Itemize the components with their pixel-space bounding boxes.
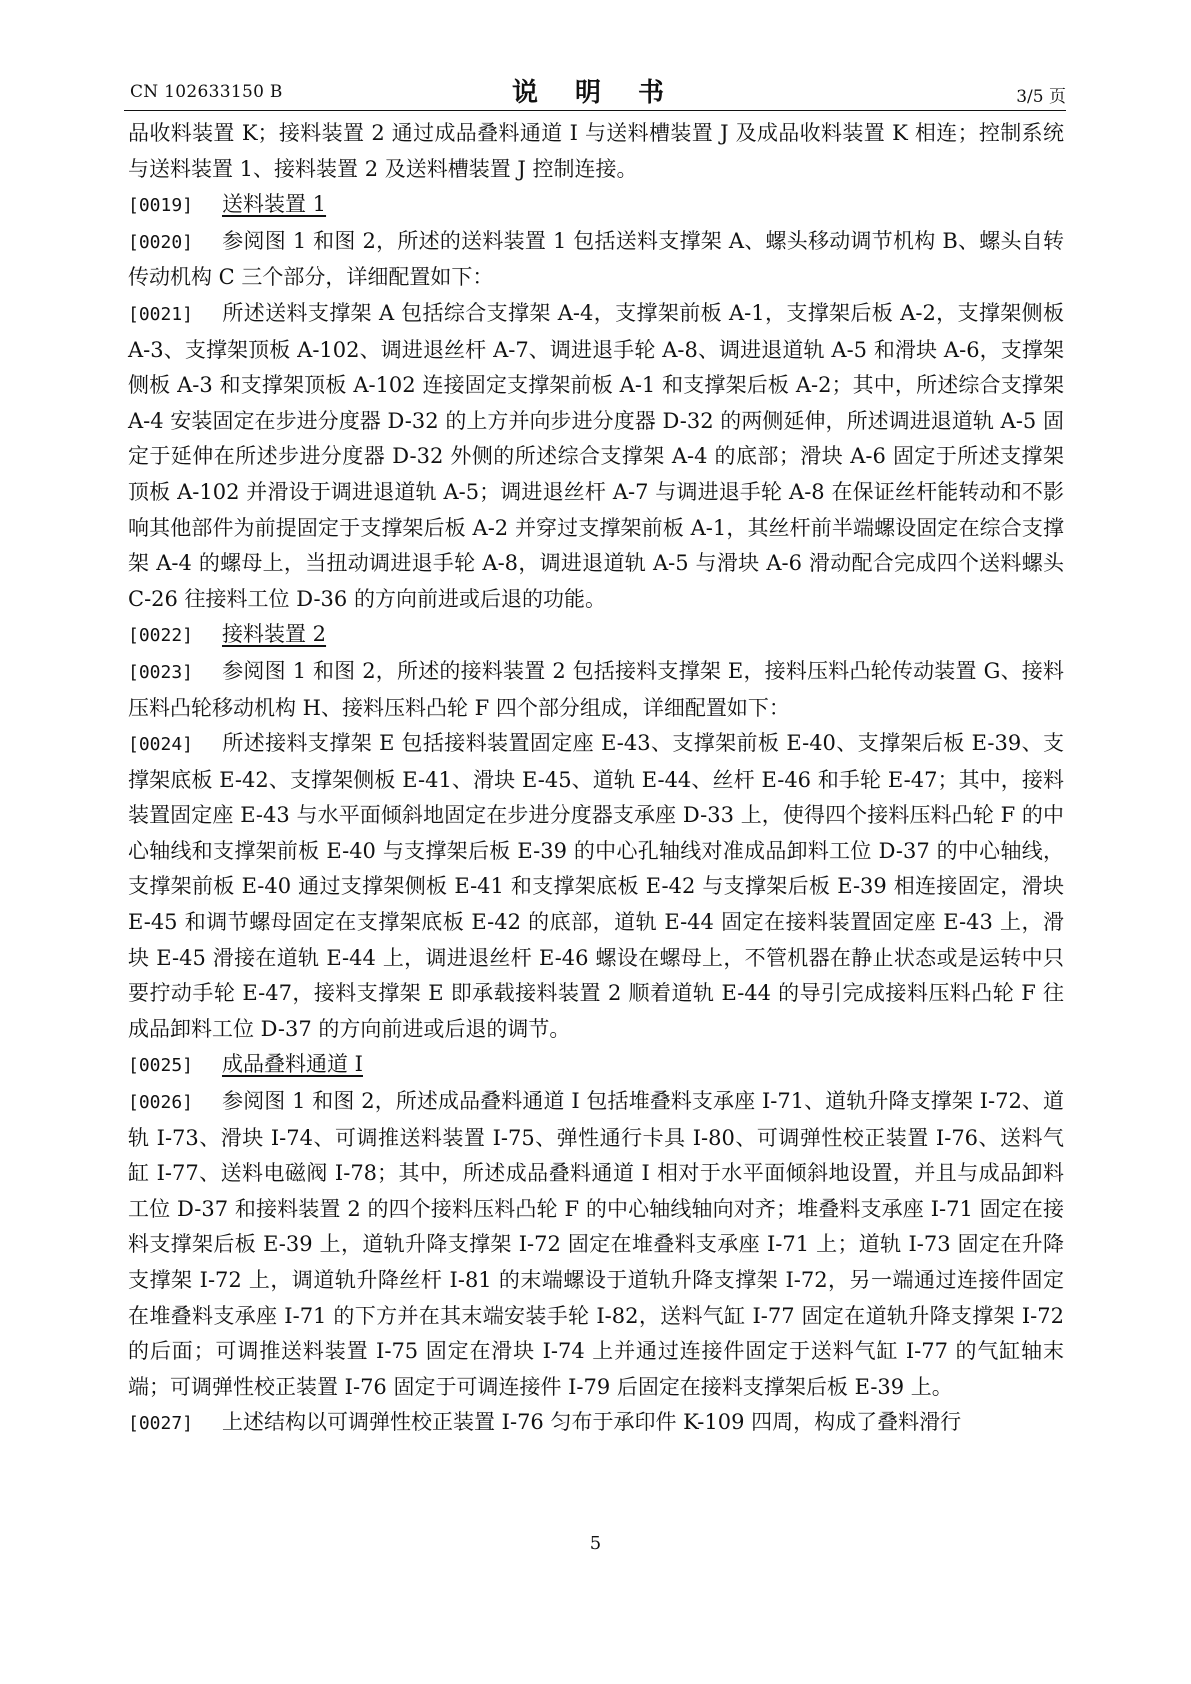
paragraph-number: [0023]: [128, 661, 194, 683]
section-title: 成品叠料通道 I: [222, 1052, 363, 1077]
paragraph-text: 上述结构以可调弹性校正装置 I-76 匀布于承印件 K-109 四周，构成了叠料滑行: [222, 1410, 962, 1435]
section-title: 送料装置 1: [222, 192, 327, 217]
paragraph-number: [0022]: [128, 625, 194, 647]
page-indicator: 3/5 页: [1016, 87, 1066, 107]
paragraph-text: 参阅图 1 和图 2，所述的接料装置 2 包括接料支撑架 E，接料压料凸轮传动装置 G、接料压料凸轮移动机构 H、接料压料凸轮 F 四个部分组成，详细配置如下：: [128, 658, 1064, 720]
paragraph-text: 品收料装置 K；接料装置 2 通过成品叠料通道 I 与送料槽装置 J 及成品收料装置 K 相连；控制系统与送料装置 1、接料装置 2 及送料槽装置 J 控制连接。: [128, 121, 1064, 181]
paragraph-text: 参阅图 1 和图 2，所述的送料装置 1 包括送料支撑架 A、螺头移动调节机构 B、螺头自转传动机构 C 三个部分，详细配置如下：: [128, 228, 1064, 290]
paragraph-number: [0025]: [128, 1055, 194, 1077]
paragraph: [128, 1405, 1064, 1442]
page-header: [124, 70, 1066, 111]
paragraph-number: [0027]: [128, 1413, 194, 1435]
document-body: [128, 116, 1064, 1442]
paragraph: [128, 654, 1064, 726]
paragraph: [128, 726, 1064, 1047]
patent-number: CN 102633150 B: [130, 82, 283, 102]
paragraph: [128, 296, 1064, 617]
paragraph: [128, 1084, 1064, 1405]
page-number: 5: [589, 1533, 602, 1554]
paragraph-number: [0020]: [128, 231, 194, 253]
section-heading: [128, 187, 1064, 224]
paragraph-number: [0024]: [128, 734, 194, 756]
paragraph-text: 参阅图 1 和图 2，所述成品叠料通道 I 包括堆叠料支承座 I-71、道轨升降支撑架 I-72、道轨 I-73、滑块 I-74、可调推送料装置 I-75、弹性通行卡具 I-80、可调弹性校正装置 I-76、送料气缸 I-77、送料电磁阀 I-78；其中，所述成品叠料通道 I 相对于水平面倾斜地设置，并且与成品卸料工位 D-37 和接料装置 2 的四个接料压料凸轮 F 的中心轴线轴向对齐；堆叠料支承座 I-71 固定在接料支撑架后板 E-39 上，道轨升降支撑架 I-72 固定在堆叠料支承座 I-71 上；道轨 I-73 固定在升降支撑架 I-72 上，调道轨升降丝杆 I-81 的末端螺设于道轨升降支撑架 I-72，另一端通过连接件固定在堆叠料支承座 I-71 的下方并在其末端安装手轮 I-82，送料气缸 I-77 固定在道轨升降支撑架 I-72 的后面；可调推送料装置 I-75 固定在滑块 I-74 上并通过连接件固定于送料气缸 I-77 的气缸轴末端；可调弹性校正装置 I-76 固定于可调连接件 I-79 后固定在接料支撑架后板 E-39 上。: [128, 1089, 1064, 1399]
paragraph: [128, 224, 1064, 296]
paragraph-number: [0019]: [128, 195, 194, 217]
section-title: 接料装置 2: [222, 622, 327, 647]
paragraph: [128, 116, 1064, 187]
document-title: 说 明 书: [511, 78, 679, 108]
paragraph-number: [0021]: [128, 303, 194, 325]
section-heading: [128, 1047, 1064, 1084]
paragraph-text: 所述送料支撑架 A 包括综合支撑架 A-4，支撑架前板 A-1，支撑架后板 A-2，支撑架侧板 A-3、支撑架顶板 A-102、调进退丝杆 A-7、调进退手轮 A-8、调进退道轨 A-5 和滑块 A-6，支撑架侧板 A-3 和支撑架顶板 A-102 连接固定支撑架前板 A-1 和支撑架后板 A-2；其中，所述综合支撑架 A-4 安装固定在步进分度器 D-32 的上方并向步进分度器 D-32 的两侧延伸，所述调进退道轨 A-5 固定于延伸在所述步进分度器 D-32 外侧的所述综合支撑架 A-4 的底部；滑块 A-6 固定于所述支撑架顶板 A-102 并滑设于调进退道轨 A-5；调进退丝杆 A-7 与调进退手轮 A-8 在保证丝杆能转动和不影响其他部件为前提固定于支撑架后板 A-2 并穿过支撑架前板 A-1，其丝杆前半端螺设固定在综合支撑架 A-4 的螺母上，当扭动调进退手轮 A-8，调进退道轨 A-5 与滑块 A-6 滑动配合完成四个送料螺头 C-26 往接料工位 D-36 的方向前进或后退的功能。: [128, 300, 1064, 611]
paragraph-text: 所述接料支撑架 E 包括接料装置固定座 E-43、支撑架前板 E-40、支撑架后板 E-39、支撑架底板 E-42、支撑架侧板 E-41、滑块 E-45、道轨 E-44、丝杆 E-46 和手轮 E-47；其中，接料装置固定座 E-43 与水平面倾斜地固定在步进分度器支承座 D-33 上，使得四个接料压料凸轮 F 的中心轴线和支撑架前板 E-40 与支撑架后板 E-39 的中心孔轴线对准成品卸料工位 D-37 的中心轴线，支撑架前板 E-40 通过支撑架侧板 E-41 和支撑架底板 E-42 与支撑架后板 E-39 相连接固定，滑块 E-45 和调节螺母固定在支撑架底板 E-42 的底部，道轨 E-44 固定在接料装置固定座 E-43 上，滑块 E-45 滑接在道轨 E-44 上，调进退丝杆 E-46 螺设在螺母上，不管机器在静止状态或是运转中只要拧动手轮 E-47，接料支撑架 E 即承载接料装置 2 顺着道轨 E-44 的导引完成接料压料凸轮 F 往成品卸料工位 D-37 的方向前进或后退的调节。: [128, 731, 1064, 1041]
section-heading: [128, 617, 1064, 654]
paragraph-number: [0026]: [128, 1092, 194, 1114]
